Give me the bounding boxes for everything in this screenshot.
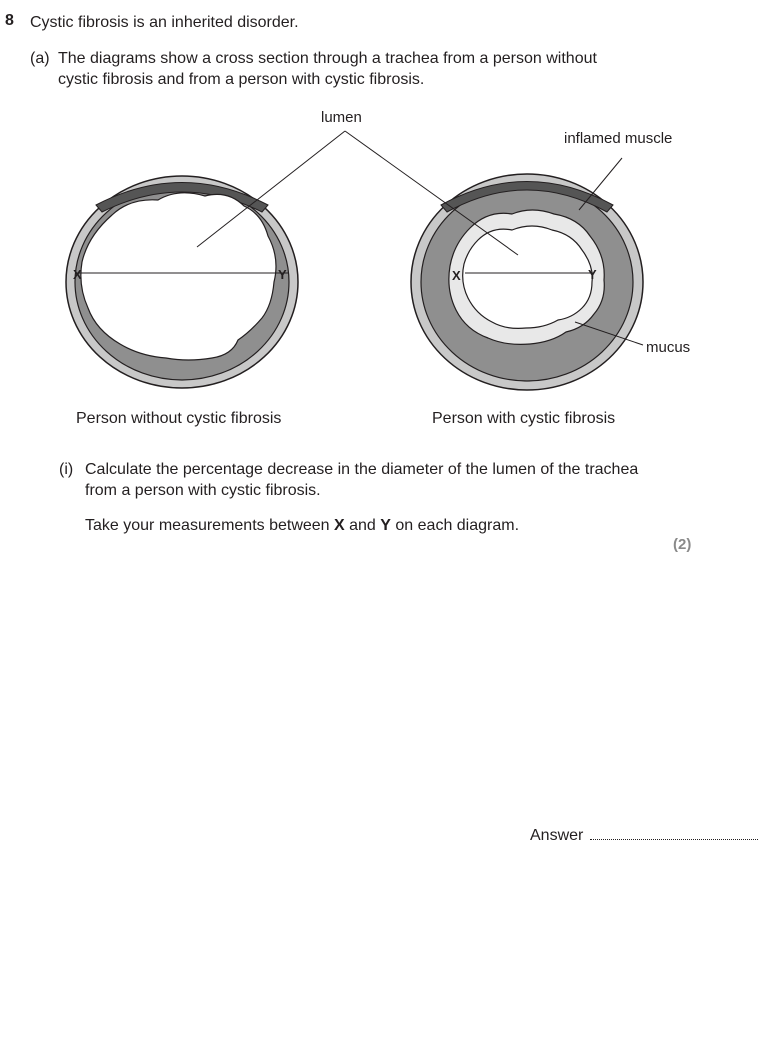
trachea-diagram: [0, 100, 762, 400]
answer-label: Answer: [530, 827, 584, 844]
instruction-y: Y: [380, 517, 391, 534]
trachea-normal: [66, 176, 298, 388]
label-mucus: mucus: [646, 339, 691, 356]
answer-line[interactable]: [590, 839, 758, 840]
part-i-label: (i): [59, 461, 74, 478]
label-inflamed-muscle: inflamed muscle: [564, 130, 673, 147]
question-stem: Cystic fibrosis is an inherited disorder.: [30, 14, 299, 31]
instruction-and: and: [344, 517, 381, 534]
marks-available: (2): [673, 536, 692, 553]
part-a-label: (a): [30, 50, 50, 67]
caption-without-cf: Person without cystic fibrosis: [76, 410, 282, 427]
part-i-text-line2: from a person with cystic fibrosis.: [85, 482, 321, 499]
part-a-text-line2: cystic fibrosis and from a person with cystic fibrosis.: [58, 71, 425, 88]
part-a-text-line1: The diagrams show a cross section through a trachea from a person without: [58, 50, 597, 67]
label-lumen: lumen: [321, 109, 362, 126]
cf-marker-y: Y: [588, 267, 597, 282]
instruction-x: X: [334, 517, 345, 534]
normal-marker-x: X: [73, 267, 82, 282]
normal-marker-y: Y: [278, 267, 287, 282]
question-number: 8: [5, 12, 14, 29]
instruction-prefix: Take your measurements between: [85, 517, 335, 534]
part-i-text-line1: Calculate the percentage decrease in the diameter of the lumen of the trachea: [85, 461, 639, 478]
cf-lumen: [463, 226, 593, 328]
caption-with-cf: Person with cystic fibrosis: [432, 410, 616, 427]
instruction-suffix: on each diagram.: [390, 517, 520, 534]
measurement-instruction: [85, 515, 519, 536]
cf-marker-x: X: [452, 268, 461, 283]
trachea-cf: [411, 174, 643, 390]
